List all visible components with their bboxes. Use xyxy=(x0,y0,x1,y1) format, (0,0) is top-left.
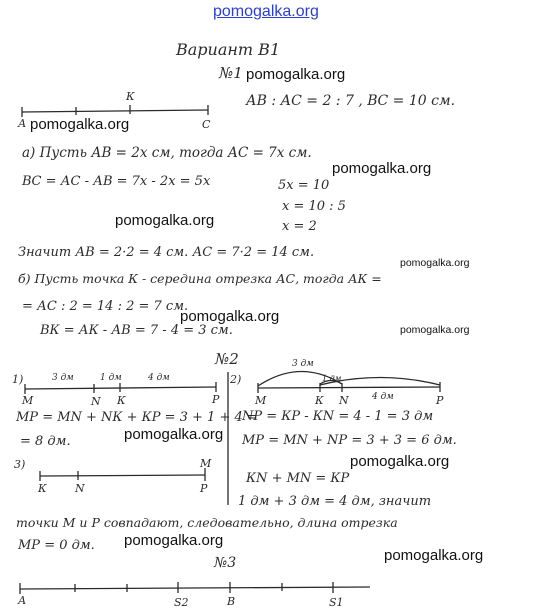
p2-arc-label-kn: 1 дм xyxy=(322,374,342,383)
task1-b-line3: ВК = АК - АВ = 7 - 4 = 3 см. xyxy=(40,323,233,338)
task1-a-line1: а) Пусть АВ = 2х см, тогда АС = 7х см. xyxy=(22,145,312,161)
task2-p2-line1: NР = КР - КN = 4 - 1 = 3 дм xyxy=(242,409,434,424)
task1-a-eq3: х = 2 xyxy=(282,219,317,234)
task2-p1-line1: МР = МN + NК + КР = 3 + 1 + 4 = xyxy=(16,410,258,425)
p1-label-n: N xyxy=(91,395,101,408)
segment-task3 xyxy=(20,587,370,589)
task1-given: АВ : АС = 2 : 7 , ВС = 10 см. xyxy=(246,93,456,109)
p2-arc-label-mn: 3 дм xyxy=(292,359,314,369)
task2-p3-line1: КN + МN = КР xyxy=(246,471,350,486)
p2-label-p: Р xyxy=(436,394,444,407)
task1-b-line2: = АС : 2 = 14 : 2 = 7 см. xyxy=(22,299,189,314)
variant-title: Вариант В1 xyxy=(176,40,281,59)
p3-label-p: Р xyxy=(200,482,208,495)
watermark: pomogalka.org xyxy=(332,160,432,177)
task-number-1: №1 xyxy=(219,64,243,82)
point-label-k: К xyxy=(126,90,135,103)
task1-result: Значит АВ = 2·2 = 4 см. АС = 7·2 = 14 см. xyxy=(18,245,315,260)
task2-p1-line2: = 8 дм. xyxy=(20,434,71,449)
watermark: pomogalka.org xyxy=(30,116,130,133)
task1-a-line2: ВС = АС - АВ = 7х - 2х = 5х xyxy=(22,174,211,189)
task2-part3-num: 3) xyxy=(14,458,26,471)
watermark: pomogalka.org xyxy=(115,212,215,229)
point-label-c: С xyxy=(202,118,211,131)
t3-label-b: В xyxy=(227,595,236,608)
watermark: pomogalka.org xyxy=(384,547,484,564)
segment-kp-3 xyxy=(40,475,205,476)
task-number-2: №2 xyxy=(215,350,239,368)
task2-p2-line2: МР = МN + NР = 3 + 3 = 6 дм. xyxy=(242,433,457,448)
p3-label-m: М xyxy=(200,457,212,470)
segment-ac xyxy=(22,110,208,112)
p2-label-n: N xyxy=(339,394,349,407)
watermark: pomogalka.org xyxy=(124,532,224,549)
t3-label-s1: S1 xyxy=(329,596,344,609)
task2-p3-line2: 1 дм + 3 дм = 4 дм, значит xyxy=(238,494,432,509)
task2-part2-num: 2) xyxy=(230,373,242,386)
p1-seg-label-nk: 1 дм xyxy=(100,373,122,383)
task2-part1-num: 1) xyxy=(12,373,24,386)
p3-label-k: К xyxy=(38,482,47,495)
p2-arc-label-kp: 4 дм xyxy=(372,392,394,402)
p1-label-p: Р xyxy=(212,393,220,406)
task1-a-eq2: х = 10 : 5 xyxy=(282,199,346,214)
t3-label-s2: S2 xyxy=(174,596,189,609)
watermark: pomogalka.org xyxy=(350,453,450,470)
watermark: pomogalka.org xyxy=(124,426,224,443)
watermark: pomogalka.org xyxy=(400,257,470,269)
p2-label-m: М xyxy=(255,394,267,407)
watermark: pomogalka.org xyxy=(400,324,470,336)
task2-p3-line3: точки М и Р совпадают, следовательно, длина отрезка xyxy=(16,515,398,530)
point-label-a: А xyxy=(18,117,27,130)
p3-label-n: N xyxy=(75,482,85,495)
p2-label-k: К xyxy=(315,394,324,407)
task1-a-eq1: 5х = 10 xyxy=(278,178,330,193)
task2-p3-line4: МР = 0 дм. xyxy=(18,538,95,553)
p1-seg-label-mn: 3 дм xyxy=(52,373,74,383)
watermark: pomogalka.org xyxy=(180,308,280,325)
task-number-3: №3 xyxy=(214,555,237,571)
site-link-watermark[interactable]: pomogalka.org xyxy=(213,3,319,20)
p1-label-k: К xyxy=(117,394,126,407)
p1-seg-label-kp: 4 дм xyxy=(148,373,170,383)
p1-label-m: М xyxy=(22,394,34,407)
watermark: pomogalka.org xyxy=(246,66,346,83)
t3-label-a: А xyxy=(18,594,27,607)
task1-b-line1: б) Пусть точка К - середина отрезка АС, тогда АК = xyxy=(18,271,382,286)
segment-mp-2 xyxy=(258,387,440,388)
